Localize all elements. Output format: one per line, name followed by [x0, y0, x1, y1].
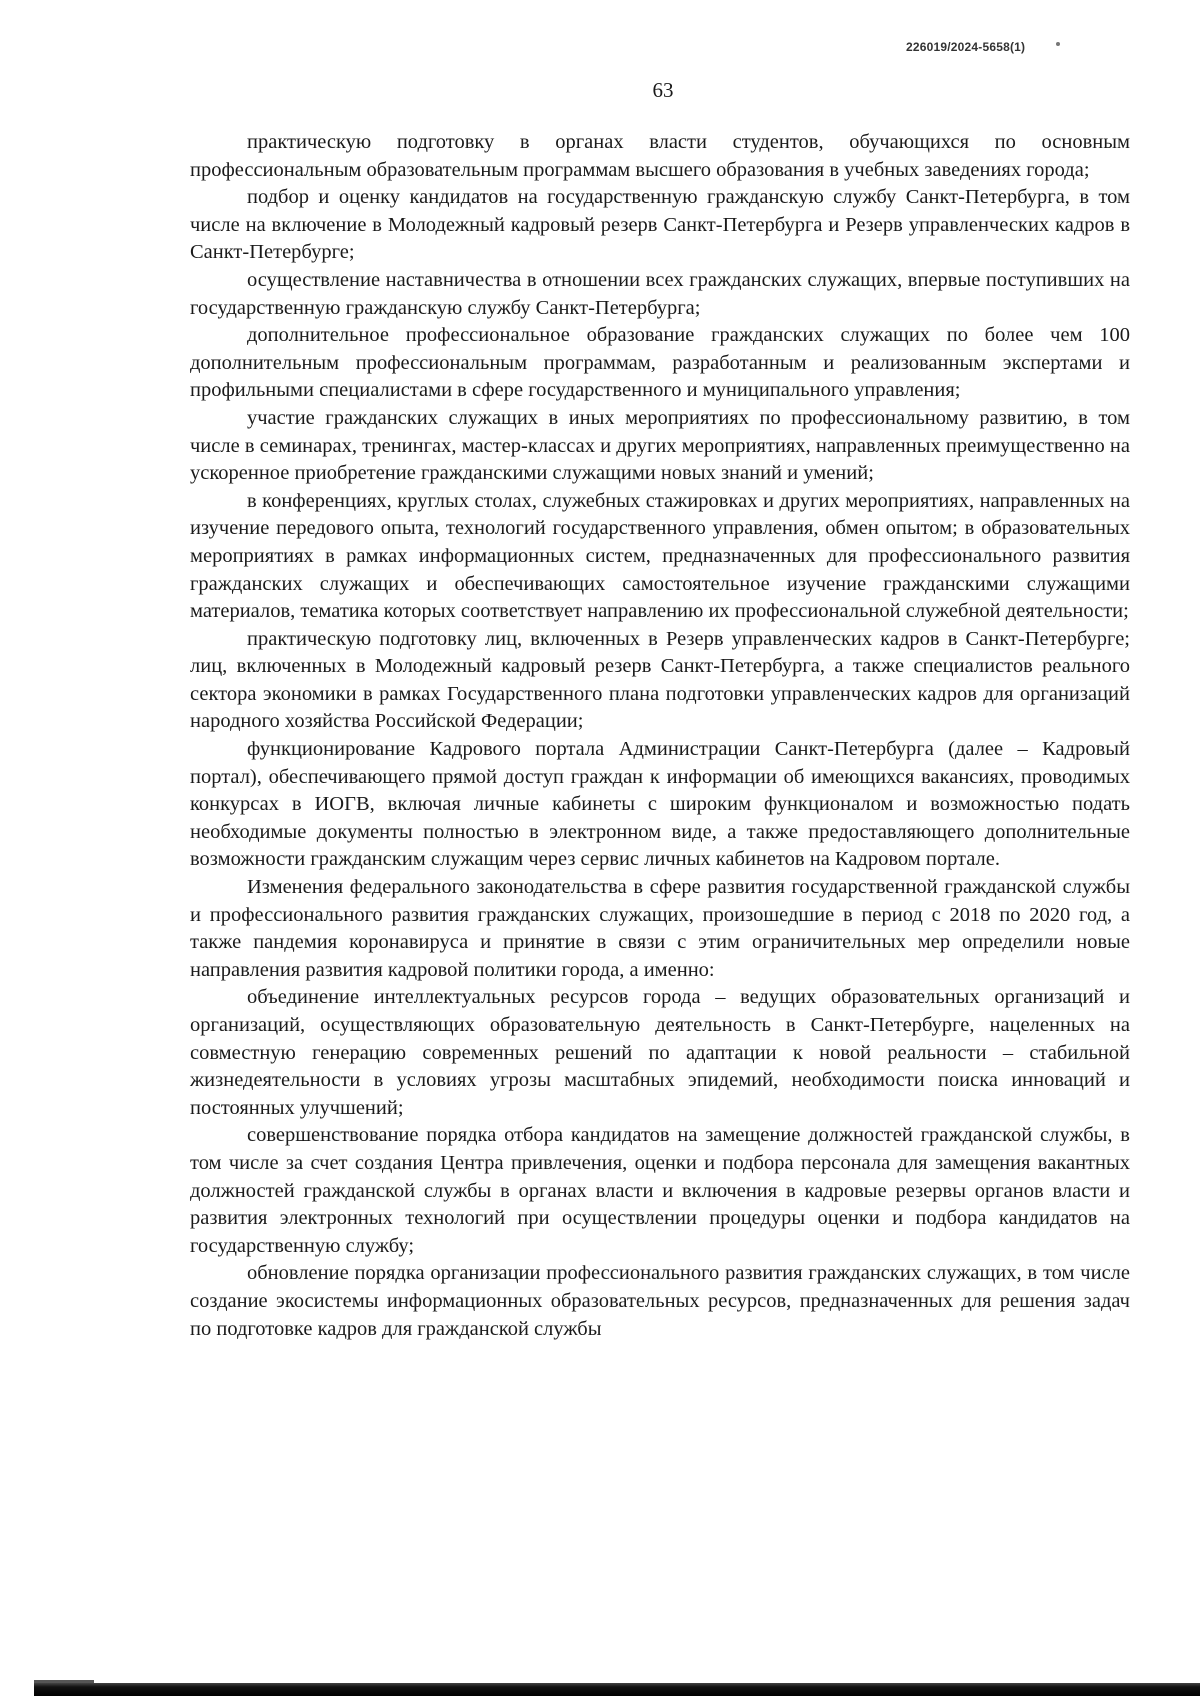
paragraph: дополнительное профессиональное образование гражданских служащих по более чем 100 дополнительным профессиональным программам, разработанным и реализованным экспертами и профильными специалистами в сфере государственного и муниципального управления; — [190, 324, 1130, 402]
paragraph: обновление порядка организации профессионального развития гражданских служащих, в том числе создание экосистемы информационных образовательных ресурсов, предназначенных для решения задач по подготовке кадров для гражданской службы — [190, 1262, 1130, 1340]
scan-mark — [1056, 42, 1060, 46]
paragraph: осуществление наставничества в отношении всех гражданских служащих, впервые поступивших на государственную гражданскую службу Санкт-Петербурга; — [190, 268, 1130, 319]
document-body — [190, 129, 1130, 1343]
scan-bottom-border — [34, 1683, 1200, 1696]
paragraph: Изменения федерального законодательства в сфере развития государственной гражданской службы и профессионального развития гражданских служащих, произошедшие в период с 2018 по 2020 год, а также пандемия коронавируса и принятие в связи с этим ограничительных мер определили новые направления развития кадровой политики города, а именно: — [190, 876, 1130, 981]
paragraph: совершенствование порядка отбора кандидатов на замещение должностей гражданской службы, в том числе за счет создания Центра привлечения, оценки и подбора персонала для замещения вакантных должностей гражданской службы в органах власти и включения в кадровые резервы органов власти и развития электронных технологий при осуществлении процедуры оценки и подбора кандидатов на государственную службу; — [190, 1124, 1130, 1257]
paragraph: участие гражданских служащих в иных мероприятиях по профессиональному развитию, в том числе в семинарах, тренингах, мастер-классах и других мероприятиях, направленных преимущественно на ускоренное приобретение гражданскими служащими новых знаний и умений; — [190, 406, 1130, 485]
paragraph: в конференциях, круглых столах, служебных стажировках и других мероприятиях, направленных на изучение передового опыта, технологий государственного управления, обмен опытом; в образовательных мероприятиях в рамках информационных систем, предназначенных для профессионального развития гражданских служащих и обеспечивающих самостоятельное изучение гражданскими служащими материалов, тематика которых соответствует направлению их профессиональной служебной деятельности; — [190, 489, 1130, 623]
paragraph: функционирование Кадрового портала Администрации Санкт-Петербурга (далее – Кадровый портал), обеспечивающего прямой доступ граждан к информации об имеющихся вакансиях, проводимых конкурсах в ИОГВ, включая личные кабинеты с широким функционалом и возможностью подать необходимые документы полностью в электронном виде, а также предоставляющего дополнительные возможности гражданским служащим через сервис личных кабинетов на Кадровом портале. — [190, 738, 1130, 871]
document-registration-number: 226019/2024-5658(1) — [906, 40, 1026, 54]
paragraph: подбор и оценку кандидатов на государственную гражданскую службу Санкт-Петербурга, в том числе на включение в Молодежный кадровый резерв Санкт-Петербурга и Резерв управленческих кадров в Санкт-Петербурге; — [190, 186, 1130, 264]
page-number: 63 — [652, 78, 674, 102]
paragraph: практическую подготовку лиц, включенных в Резерв управленческих кадров в Санкт-Петербурге; лиц, включенных в Молодежный кадровый резерв Санкт-Петербурга, а также специалистов реального сектора экономики в рамках Государственного плана подготовки управленческих кадров для организаций народного хозяйства Российской Федерации; — [190, 627, 1130, 733]
paragraph: объединение интеллектуальных ресурсов города – ведущих образовательных организаций и организаций, осуществляющих образовательную деятельность в Санкт-Петербурге, нацеленных на совместную генерацию современных решений по адаптации к новой реальности – стабильной жизнедеятельности в условиях угрозы масштабных эпидемий, необходимости поиска инноваций и постоянных улучшений; — [190, 986, 1130, 1119]
paragraph: практическую подготовку в органах власти студентов, обучающихся по основным профессиональным образовательным программам высшего образования в учебных заведениях города; — [190, 131, 1130, 181]
